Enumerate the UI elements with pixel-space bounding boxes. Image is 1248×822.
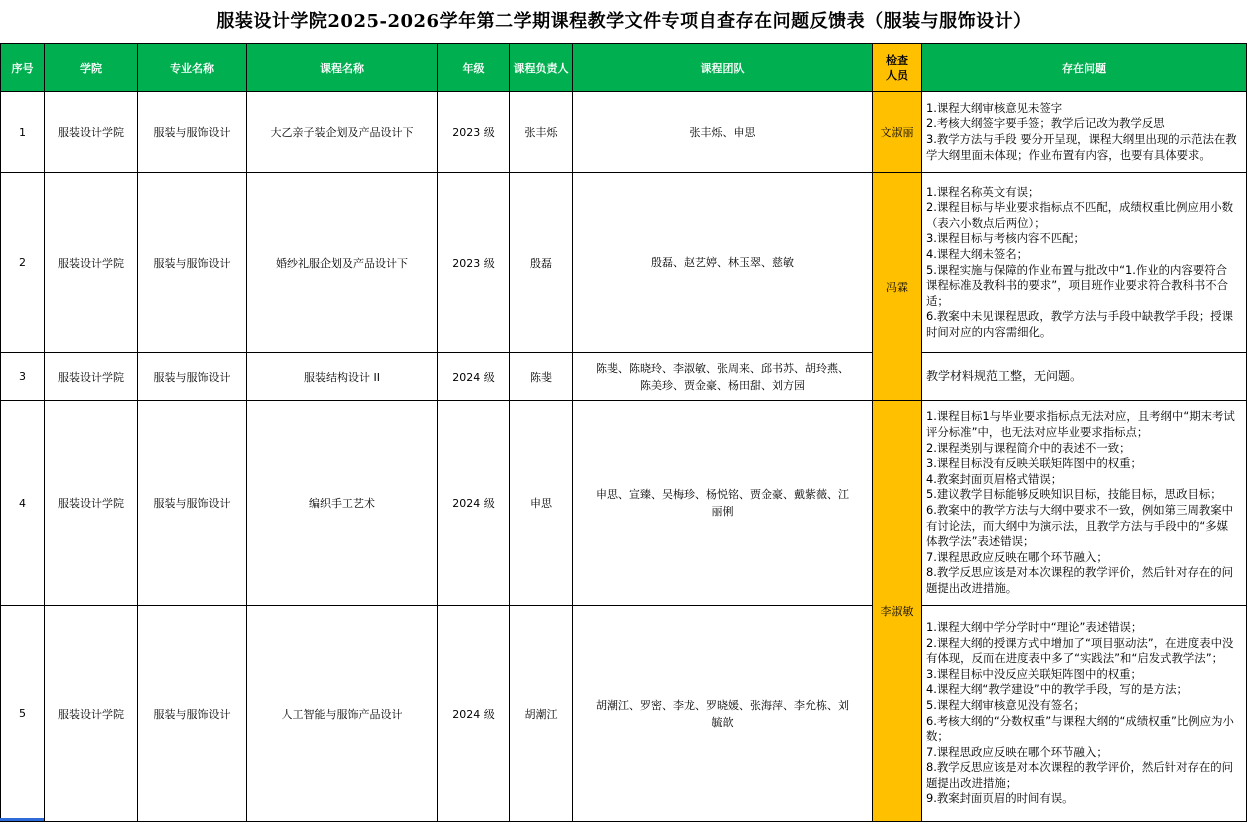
cell-team[interactable]: 胡潮江、罗密、李龙、罗晓媛、张海萍、李允栋、刘毓歆	[573, 606, 873, 822]
cell-course[interactable]: 人工智能与服饰产品设计	[247, 606, 438, 822]
issue-line: 6.教案中的教学方法与大纲中要求不一致，例如第三周教案中有讨论法，而大纲中为演示法，且教学方法与手段中的“多媒体教学法”表述错误；	[926, 503, 1234, 549]
cell-index[interactable]: 2	[1, 173, 45, 353]
sheet-title: 服装设计学院2025-2026学年第二学期课程教学文件专项自查存在问题反馈表（服装与服饰设计）	[216, 11, 1032, 32]
header-inspector[interactable]	[873, 44, 922, 92]
issue-line: 1.课程名称英文有误；	[926, 184, 1040, 199]
cell-index[interactable]: 5	[1, 606, 45, 822]
cell-index[interactable]: 4	[1, 401, 45, 606]
cell-major[interactable]: 服装与服饰设计	[138, 401, 247, 606]
cell-college[interactable]: 服装设计学院	[45, 401, 138, 606]
issue-line: 教学材料规范工整，无问题。	[926, 368, 1083, 383]
header-course[interactable]: 课程名称	[247, 44, 438, 92]
cell-team[interactable]: 陈斐、陈晓玲、李淑敏、张周来、邱书苏、胡玲燕、陈美珍、贾金豪、杨田甜、刘方园	[573, 353, 873, 401]
cell-selection-indicator	[0, 818, 44, 821]
cell-issues[interactable]	[922, 401, 1247, 606]
header-issues[interactable]: 存在问题	[922, 44, 1247, 92]
cell-leader[interactable]: 申思	[510, 401, 573, 606]
cell-major[interactable]: 服装与服饰设计	[138, 92, 247, 173]
cell-grade[interactable]: 2023 级	[438, 92, 510, 173]
cell-issues[interactable]	[922, 173, 1247, 353]
cell-leader[interactable]: 胡潮江	[510, 606, 573, 822]
cell-inspector[interactable]: 冯霖	[873, 173, 922, 401]
cell-college[interactable]: 服装设计学院	[45, 92, 138, 173]
table-row	[1, 173, 1247, 353]
header-major[interactable]: 专业名称	[138, 44, 247, 92]
cell-issues[interactable]	[922, 353, 1247, 401]
cell-team[interactable]: 殷磊、赵艺婷、林玉翠、慈敏	[573, 173, 873, 353]
issue-line: 5.建议教学目标能够反映知识目标，技能目标，思政目标；	[926, 487, 1222, 502]
header-team[interactable]: 课程团队	[573, 44, 873, 92]
cell-issues[interactable]	[922, 92, 1247, 173]
table-row	[1, 92, 1247, 173]
header-row	[1, 44, 1247, 92]
issue-line: 8.教学反思应该是对本次课程的教学评价，然后针对存在的问题提出改进措施；	[926, 760, 1234, 790]
cell-leader[interactable]: 陈斐	[510, 353, 573, 401]
cell-inspector[interactable]: 李淑敏	[873, 401, 922, 822]
issue-line: 7.课程思政应反映在哪个环节融入；	[926, 549, 1108, 564]
cell-grade[interactable]: 2024 级	[438, 606, 510, 822]
issue-line: 2.课程大纲的授课方式中增加了“项目驱动法”，在进度表中没有体现，反而在进度表中多了“实践法”和“启发式教学法”；	[926, 635, 1234, 666]
issue-line: 7.课程思政应反映在哪个环节融入；	[926, 744, 1108, 759]
header-inspector-line2: 人员	[886, 68, 908, 82]
issue-line: 3.课程目标没有反映关联矩阵图中的权重；	[926, 456, 1142, 471]
issue-line: 1.课程目标1与毕业要求指标点无法对应，且考纲中“期末考试评分标准”中，也无法对应毕业要求指标点；	[926, 409, 1235, 440]
cell-course[interactable]: 婚纱礼服企划及产品设计下	[247, 173, 438, 353]
cell-course[interactable]: 编织手工艺术	[247, 401, 438, 606]
issue-line: 6.考核大纲的“分数权重”与课程大纲的“成绩权重”比例应为小数；	[926, 713, 1234, 744]
cell-course[interactable]: 服装结构设计 II	[247, 353, 438, 401]
issue-line: 1.课程大纲中学分学时中“理论”表述错误；	[926, 619, 1143, 634]
cell-leader[interactable]: 殷磊	[510, 173, 573, 353]
cell-major[interactable]: 服装与服饰设计	[138, 606, 247, 822]
issue-line: 5.课程实施与保障的作业布置与批改中“1.作业的内容要符合课程标准及教科书的要求”，项目班作业要求符合教科书不合适；	[926, 262, 1229, 308]
cell-team[interactable]: 张丰烁、申思	[573, 92, 873, 173]
issues-table	[0, 43, 1247, 822]
cell-college[interactable]: 服装设计学院	[45, 606, 138, 822]
issue-line: 9.教案封面页眉的时间有误。	[926, 791, 1074, 806]
issue-line: 2.课程类别与课程简介中的表述不一致；	[926, 440, 1131, 455]
header-index[interactable]: 序号	[1, 44, 45, 92]
cell-grade[interactable]: 2024 级	[438, 353, 510, 401]
table-row	[1, 401, 1247, 606]
issue-line: 3.课程目标中没反应关联矩阵图中的权重；	[926, 666, 1142, 681]
cell-index[interactable]: 1	[1, 92, 45, 173]
cell-college[interactable]: 服装设计学院	[45, 353, 138, 401]
cell-grade[interactable]: 2024 级	[438, 401, 510, 606]
cell-issues[interactable]	[922, 606, 1247, 822]
issue-line: 8.教学反思应该是对本次课程的教学评价，然后针对存在的问题提出改进措施。	[926, 565, 1234, 595]
table-row	[1, 353, 1247, 401]
cell-major[interactable]: 服装与服饰设计	[138, 173, 247, 353]
header-inspector-line1: 检查	[886, 53, 908, 67]
cell-leader[interactable]: 张丰烁	[510, 92, 573, 173]
issue-line: 5.课程大纲审核意见没有签名；	[926, 697, 1085, 712]
cell-grade[interactable]: 2023 级	[438, 173, 510, 353]
issue-line: 2.课程目标与毕业要求指标点不匹配，成绩权重比例应用小数（表六小数点后两位）；	[926, 200, 1234, 230]
cell-course[interactable]: 大乙亲子装企划及产品设计下	[247, 92, 438, 173]
cell-team[interactable]: 申思、宣臻、吴梅珍、杨悦铭、贾金豪、戴紫薇、江丽俐	[573, 401, 873, 606]
issue-line: 4.教案封面页眉格式错误；	[926, 471, 1063, 486]
issue-line: 4.课程大纲未签名；	[926, 246, 1028, 261]
issue-line: 3.课程目标与考核内容不匹配；	[926, 231, 1085, 246]
issue-line: 3.教学方法与手段 要分开呈现，课程大纲里出现的示范法在教学大纲里面未体现；作业布置有内容，也要有具体要求。	[926, 132, 1237, 162]
issue-line: 1.课程大纲审核意见未签字	[926, 100, 1063, 115]
cell-major[interactable]: 服装与服饰设计	[138, 353, 247, 401]
cell-inspector[interactable]: 文淑丽	[873, 92, 922, 173]
cell-index[interactable]: 3	[1, 353, 45, 401]
cell-college[interactable]: 服装设计学院	[45, 173, 138, 353]
table-row	[1, 606, 1247, 822]
header-college[interactable]: 学院	[45, 44, 138, 92]
issue-line: 4.课程大纲“教学建设”中的教学手段，写的是方法；	[926, 682, 1188, 697]
header-grade[interactable]: 年级	[438, 44, 510, 92]
issue-line: 6.教案中未见课程思政，教学方法与手段中缺教学手段；授课时间对应的内容需细化。	[926, 309, 1234, 339]
issue-line: 2.考核大纲签字要手签；教学后记改为教学反思	[926, 116, 1165, 131]
header-leader[interactable]: 课程负责人	[510, 44, 573, 92]
